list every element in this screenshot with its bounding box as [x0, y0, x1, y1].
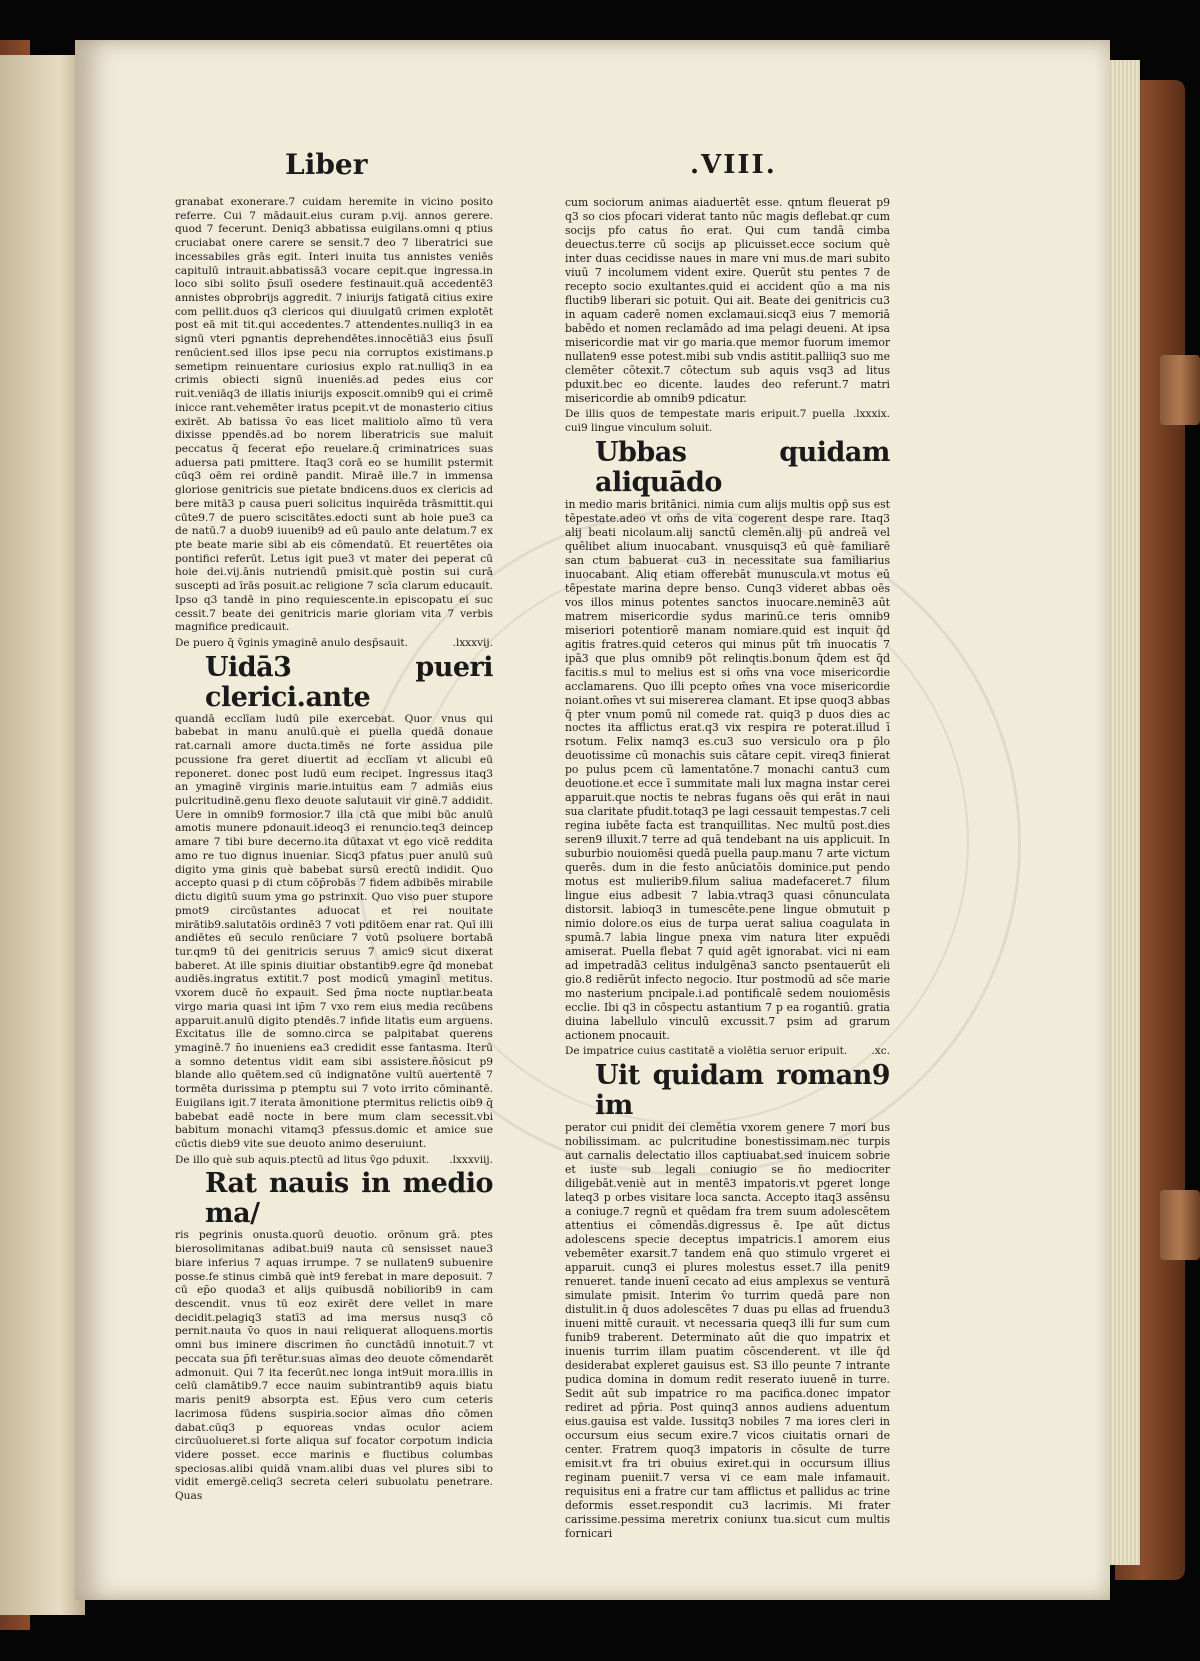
rubric-title: De puero q̄ v̄ginis ymaginē anulo desp̄sauit. [175, 637, 408, 649]
paragraph: in medio maris britānici. nimia cum alijs multis opp̄ sus est tēpestate.adeo vt om̄s de vita cogerent despe rare. Itaq3 alij beati nicolaum.alij sanctū clemēn.alij pū andreā vel quēlibet alium inuocabant. vnusquisq3 eū què familiarē san ctum babuerat cu3 in necessitate sua familiarius inuocabant. Aliq etiam offerebāt munuscula.vt motus eū tēpestate marina depre benso. Cunq3 videret abbas oēs vos illos minus potentes sanctos inuocare.neminē3 aūt matrem misericordie sydus marinū.ce teris omnib9 miseriori potentiorē manam nomiare.quid est inquit q̄d agitis fratres.quid ceteros qui minus pūt tm̄ inuocatis 7 ipā3 que plus omnib9 pōt relinqtis.bonum q̄dem est q̄d facitis.s mul to melius est si om̄s vna voce misericordie acclamarens. Quo illi pcepto om̄es vna voce misericordie noiant.om̄es vt sui misererea clamant. Et ipse quoq3 abbas q̄ pter vnum pomū nil comede rat. quiq3 p duos dies ac noctes ita afflictus erat.q3 vix respira re poterat.illud ī rsotum. Felix namq3 es.cu3 suo versiculo ora p p̄lo deuotissime cū monachis suis cātare cepit. vireq3 finierat po pulus pcem cū lamentatōne.7 monachi cantu3 cum deuotione.et ecce ī summitate mali lux magna instar cerei apparuit.que noctis te nebras fugans oēs qui erāt in naui sua claritate pfudit.totaq3 pe lagi cessauit tempestas.7 celi regina iubēte facta est tranquillitas. Nec multū post.dies seren9 illuxit.7 terre ad quā tendebant na uis applicuit. In suburbio nouiomēsi quedā puella paup.manu 7 arte victum querēs. dum in die festo anūciatōis dominice.put pendo motus est mulierib9.filum saliua madefaceret.7 filum lingue eius adbesit 7 labia.vtraq3 quasi cōnunculata distorsit. labioq3 in tumescēte.pene lingue obmutuit p nimio dolore.os eius de turpa uerat saliua coagulata in spumā.7 labia lingue pnexa vim natura liter expuēdi amiserat. Puella flebat 7 quid agēt ignorabat. vici ni eam ad impetradā3 celitus indulgēna3 sancto psentauerūt eli gio.8 rediērūt infecto negocio. Itur postmodū ad sc̄e marie mo nasterium pncipale.i.ad pontificalē sedem nouiomēsis ecclie. Ibi q3 in cōspectu astantium 7 p ea rogantiū. gratia diuina labellulo vinculū excussit.7 psim ad grarum actionem pnocauit. [565, 497, 890, 1043]
chapter-rubric [565, 1045, 890, 1059]
clasp-top [1160, 355, 1200, 425]
chapter-rubric [565, 408, 890, 436]
rubric-title: De illo què sub aquis.ptectū ad litus v̄go pduxit. [175, 1153, 430, 1166]
chapter-heading: Uit quidam roman9 im [595, 1060, 890, 1122]
paragraph: perator cui pnidit dei clemētia vxorem genere 7 mori bus nobilissimam. ac pulcritudine bonestissimam.nec turpis aut carnalis delectatio illos captiuabat.sed inuicem sobrie et iuste sub legali coniugio se n̄o mediocriter diligebāt.veniè aut in mentē3 impatoris.vt pgeret longe lateq3 p orbes visitare loca sancta. Accepto itaq3 assēnsu a coniuge.7 regnū et quēdam fra trem suum adolescētem attentius ei cōmendās.digressus ē. Ipe aūt dictus adolescens specie deceptus impatricis.1 amorem eius vebemēter exarsit.7 tandem enā quo stimulo vrgeret ei apparuit. cunq3 ei plures molestus esset.7 illa penit9 renueret. tande inuenī cecato ad eius amplexus se venturā simulate pmisit. Interim v̄o turrim quedā pare non distulit.in q̄ duos adolescētes 7 duas pu ellas ad fruendu3 inueni mittē curauit. vt necessaria queq3 illi fur sum cum funib9 traberent. Determinato aūt die quo impatrix et inuenis turrim illam puatim cōscenderent. vt ille q̄d desiderabat expleret gauisus est. S3 illo peunte 7 intrante pudica domina in domum redit reserato iuuenē in turre. Sedit aūt sub impatrice ro ma pacifica.donec impator rediret ad pp̄ria. Post quinq3 annos audiens aduentum eius.gauisa est valde. Iussitq3 nobiles 7 ma iores cleri in occursum eius secum exire.7 vicos ciuitatis ornari de center. Fratrem quoq3 impatoris in cōsulte de turre emisit.vt fra tri obuius exiret.qui in occursum illius reginam pueniit.7 versa vi ce eam male infamauit. requisitus eni a fratre cur tam afflictus et pallidus ac trine deformis esset.respondit cu3 lacrimis. Mi frater carissime.pessima meretrix coniunx tua.sicut cum multis fornicari [565, 1121, 890, 1540]
chapter-number: .lxxxix. [852, 407, 890, 420]
clasp-bottom [1160, 1190, 1200, 1260]
chapter-rubric [175, 637, 493, 651]
rubric-title: De impatrice cuius castitatē a violētia seruor eripuit. [565, 1045, 848, 1058]
left-text-column [175, 196, 493, 1504]
chapter-number: .xc. [871, 1045, 890, 1058]
paragraph: cum sociorum animas aiaduertēt esse. qntum fleuerat p9 q3 so cios pfocari viderat tanto nūc magis deflebat.qr cum socijs pfo catus n̄o erat. Qui cum tandā cimba deuectus.terre cū socijs ap plicuisset.ecce socium què inter duas cecidisse naues in mare vni mus.de mari subito viuū 7 incolumem vident exire. Querūt stu pentes 7 de recepto socio exultantes.quid ei accident qūo a ma nis fluctib9 liberari sic potuit. Qui ait. Beate dei genitricis cu3 in aquam caderē nomen exclamaui.sicq3 eius 7 memoriā babēdo et nomen reclamādo ad ima pelagi deueni. At ipsa misericordie mat vir go maria.que memor fuorum imemor nullaten9 esse potest.mibi sub vndis astitit.palliiq3 suo me clemēter cōtexit.7 cōtectum sub aquis vsq3 ad litus pduxit.bec eo dicente. laudes deo referunt.7 matri misericordie ab omnib9 pdicatur. [565, 196, 890, 405]
left-page-edge [0, 55, 85, 1615]
chapter-number: .lxxxviij. [449, 1153, 493, 1166]
right-text-column [565, 196, 890, 1541]
running-header-left: Liber [285, 148, 368, 181]
paragraph: granabat exonerare.7 cuidam heremite in vicino posito referre. Cui 7 mādauit.eius curam p.vij. annos gerere. quod 7 fecerunt. Deniq3 abbatissa euigilans.omni q ptius cruciabat onere carere se sensit.7 deo 7 liberatrici sue incessabiles grās egit. Interi inuita tus annistes veniēs capitulū intrauit.abbatissā3 vocare cepit.que ingressa.in loco sibi solito p̄sulī osedere festinauit.quā accedentē3 annistes obprobrijs aggredit. 7 iniurijs fatigatā citius exire com pellit.duos q3 clericos qui diuulgatū crimen explotēt post eā mit tit.qui accedentes.7 attendentes.nulliq3 in ea signū vteri pgnantis deprehendētes.innocētiā3 eius p̄sulī renūcient.sed illos ipse pecu nia corruptos existimans.p semetipm reinuentare curiosius explo rat.nulliq3 in ea crimis obiecti signū inueniēs.ad pedes eius cor ruit.veniāq3 de illatis iniurijs exposcit.omnib9 qui ei crimē inicce rant.vehemēter iratus pcepit.vt de monasterio citius exirēt. Ab batissa v̄o eas licet malitiolo aīmo tū vera dixisse ppendēs.ad bo norem liberatricis sue maluit peccatus q̄ fecerat ep̄o reuelare.q̄ criminatrices suas aduersa pati pmittere. Itaq3 corā eo se humilit pstermit cūq3 oēm rei ordinē pandit. Miraē ille.7 in immensa gloriose genitricis sue pietate bndicens.duos ex clericis ad bere mitā3 p causa pueri solicitus inquirēda trāsmittit.qui cūte9.7 de puero sciscitātes.edocti sunt ab hoie pue3 ca de natū.7 a duob9 iuuenib9 ad eū paulo ante delatum.7 ex pte beate marie sibi ab eis cōmendatū. Et reuertētes oia pontifici referūt. Letus igit pue3 vt mater dei peperat cū hoie dei.vij.ānis nutriendū pmisit.què postin sui curā suscepti ad īrās posuit.ac religione 7 scīa clarum educauit. Ipso q3 tandē in pino requiescente.in episcopatu ei suc cessit.7 beate dei genitricis marie gloriam vita 7 verbis magnifice predicauit. [175, 196, 493, 634]
paragraph: quandā ecclīam ludū pile exercebat. Quor vnus qui babebat in manu anulū.què ei puella quedā donaue rat.carnali amore ducta.timēs ne forte assidua pile pcussione fra geret diuertit ad ecclīam vt alicubi eū reponeret. donec post ludū eum recipet. Ingressus itaq3 an ymaginē virginis marie.intuitus eam 7 admiās eius pulcritudinē.genu flexo deuote salutauit vir ginē.7 addidit. Uere in omnib9 formosior.7 illa ctā que mibi būc anulū amotis munere pdonauit.ideoq3 ei renuncio.teq3 deincep amare 7 tibi bure decerno.ita dūtaxat vt ego vicē reddita amo re tuo dignus inueniar. Sicq3 pfatus puer anulū suū digito yma ginis què babebat sursū erectū indidit. Quo accepto quasi p di ctum cōp̄robās 7 fidem adbibēs mirabile dictu digitū suum yma go pstrinxit. Quo viso puer stupore pmot9 circūstantes aduocat et rei nouitate mirātib9.salutatōis ordinē3 7 voti pditōem enar rat. Quī illi andiētes eū seculo renūciare 7 votū psoluere bortabā tur.qm9 tū dei genitricis seruus 7 amic9 sicut dixerat baberet. At ille spinis diuitiar obstantib9.egre q̄d monebat audiēs.ingratus extitit.7 post modicū ymaginī metitus. vxorem ducē n̄o expauit. Sed p̄ma nocte nuptiar.beata virgo maria quasi int ip̄m 7 vxo rem eius media recūbens apparuit.anulū digito ptendēs.7 infide litatis eum arguens. Excitatus ille de somno.circa se palpitabat querens ymaginē.7 n̄o inueniens ea3 credidit esse fantasma. Iterū a somno detentus vidit eam sibi assistere.n̄ōsicut p9 blande allo quētem.sed cū indignatōne vultū auertentē 7 tormēta durissima p ptemptu sui 7 voto irrito cōminantē. Euigilans igit.7 iterata āmonitione ptermitus relictis oib9 q̄ babebat eadē nocte in bere mum clam secessit.vbi babitum monachi vitamq3 pfessus.domic et amice sue cūctis dieb9 vite sue deuoto animo deseruiunt. [175, 712, 493, 1150]
rubric-title: De illis quos de tempestate maris eripuit.7 puella cui9 lingue vinculum soluit. [565, 407, 845, 434]
chapter-heading: Ubbas quidam aliquādo [595, 436, 890, 498]
running-header-right: .VIII. [690, 150, 777, 180]
paragraph: ris pegrinis onusta.quorū deuotio. orōnum grā. ptes bierosolimitanas adibat.bui9 nauta cū sensisset naue3 biare inferius 7 aquas irrumpe. 7 se nullaten9 subuenire posse.fe stinus cimbā què int9 ferebat in mare deposuit. 7 cū ep̄o quoda3 et alijs quibusdā nobiliorib9 in cam descendit. vnus tū eoz exirēt dere vellet in mare decidit.pelagiq3 statī3 ad ima mersus nusq3 cō pernit.nauta v̄o quos in naui reliquerat alloquens.mortis omni bus iminere discrimen n̄o cunctādū innotuit.7 vt peccata sua p̄fi terētur.suas aīmas deo deuote cōmendarēt admonuit. Qui 7 ita fecerūt.nec longa int9uit mora.illis in celū clamātib9.7 ecce nauim subintrantib9 aquis biatu maris penit9 absorpta est. Ep̄us vero cum ceteris lacrimosa fūdens suspiria.socior aīmas dn̄o cōmen dabat.cūq3 p equoreas vndas oculor aciem circūuolueret.si forte aliqua suf focator corpotum indicia videre posset. ecce marinis e fluctibus columbas speciosas.alibi quidā vnam.alibi duas vel plures sibi to vidit emergē.celiq3 secreta celeri subuolatu penetrare. Quas [175, 1229, 493, 1503]
chapter-rubric [175, 1154, 493, 1168]
chapter-number: .lxxxvij. [452, 637, 493, 649]
chapter-heading: Rat nauis in medio ma/ [205, 1168, 493, 1230]
chapter-heading: Uidā3 pueri clerici.ante [205, 651, 493, 713]
